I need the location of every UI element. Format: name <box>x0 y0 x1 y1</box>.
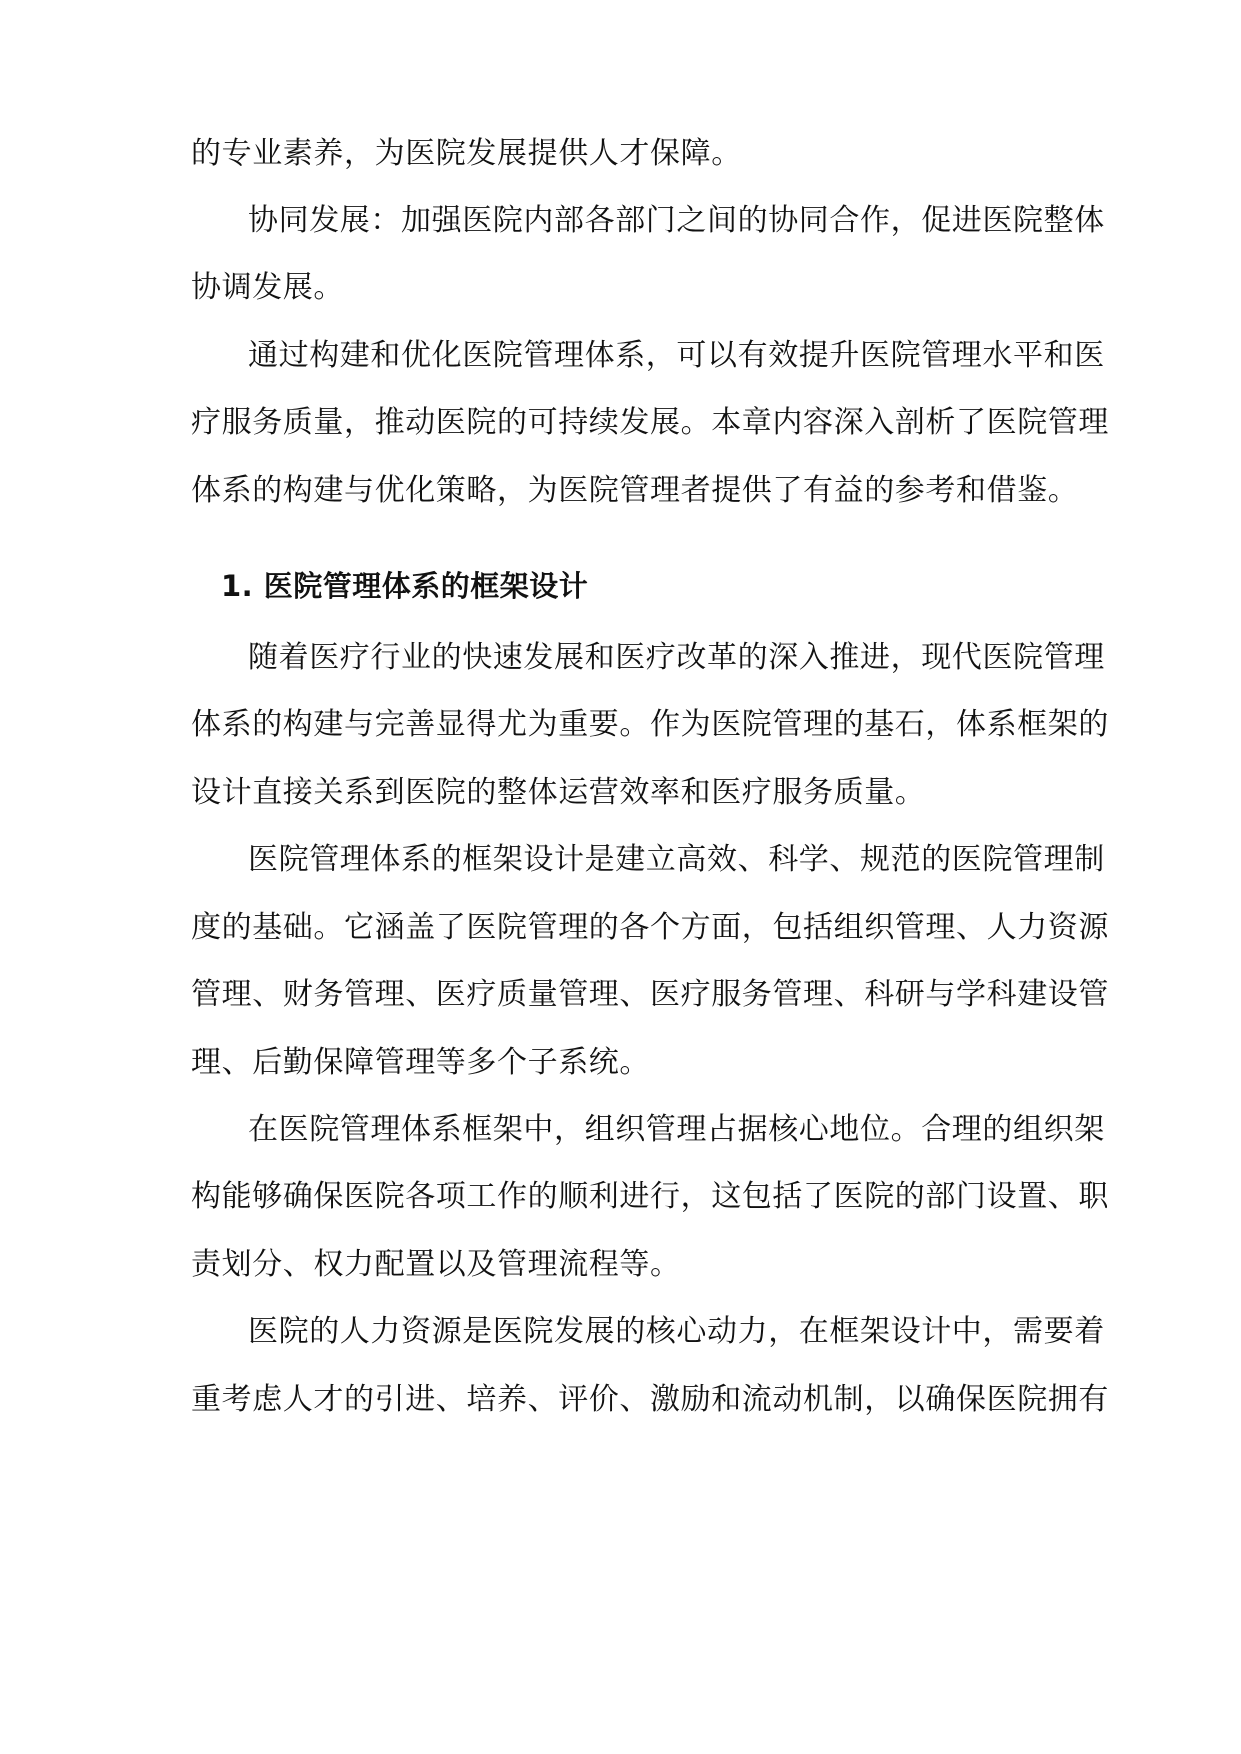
text-line: 通过构建和优化医院管理体系，可以有效提升医院管理水平和医 <box>248 338 1105 373</box>
text-line: 管理、财务管理、医疗质量管理、医疗服务管理、科研与学科建设管 <box>191 977 1109 1012</box>
section-heading: 1. 医院管理体系的框架设计 <box>221 569 589 603</box>
text-line: 构能够确保医院各项工作的顺利进行，这包括了医院的部门设置、职 <box>191 1179 1109 1214</box>
text-line: 责划分、权力配置以及管理流程等。 <box>191 1247 681 1282</box>
text-line: 疗服务质量，推动医院的可持续发展。本章内容深入剖析了医院管理 <box>191 405 1109 440</box>
text-line: 协调发展。 <box>191 270 344 305</box>
text-line: 体系的构建与优化策略，为医院管理者提供了有益的参考和借鉴。 <box>191 473 1079 508</box>
text-line: 的专业素养，为医院发展提供人才保障。 <box>191 136 742 171</box>
text-line: 随着医疗行业的快速发展和医疗改革的深入推进，现代医院管理 <box>248 640 1105 675</box>
text-line: 在医院管理体系框架中，组织管理占据核心地位。合理的组织架 <box>248 1112 1105 1147</box>
text-line: 重考虑人才的引进、培养、评价、激励和流动机制，以确保医院拥有 <box>191 1382 1109 1417</box>
text-line: 医院的人力资源是医院发展的核心动力，在框架设计中，需要着 <box>248 1314 1105 1349</box>
text-line: 医院管理体系的框架设计是建立高效、科学、规范的医院管理制 <box>248 842 1105 877</box>
text-line: 体系的构建与完善显得尤为重要。作为医院管理的基石，体系框架的 <box>191 707 1109 742</box>
text-line: 度的基础。它涵盖了医院管理的各个方面，包括组织管理、人力资源 <box>191 910 1109 945</box>
text-line: 协同发展：加强医院内部各部门之间的协同合作，促进医院整体 <box>248 203 1105 238</box>
text-line: 设计直接关系到医院的整体运营效率和医疗服务质量。 <box>191 775 926 810</box>
text-line: 理、后勤保障管理等多个子系统。 <box>191 1045 650 1080</box>
